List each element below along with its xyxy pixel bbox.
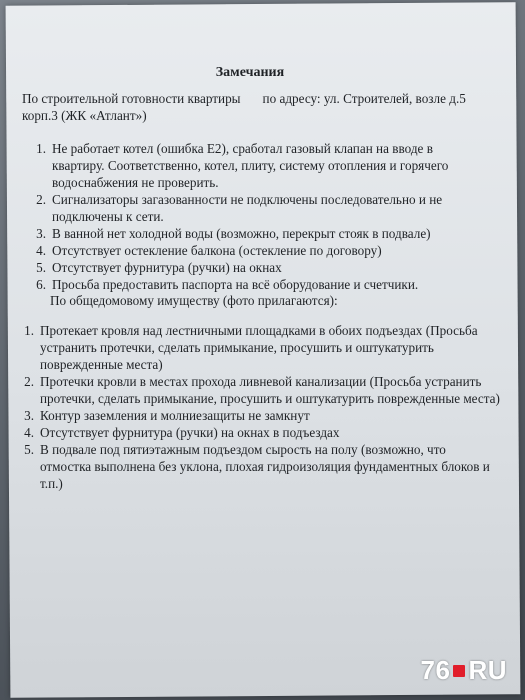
list-item — [36, 191, 484, 225]
watermark-logo — [421, 655, 507, 686]
intro-paragraph — [22, 90, 497, 124]
list-item — [36, 225, 484, 242]
item-text: Отсутствует фурнитура (ручки) на окнах — [52, 260, 282, 275]
common-property-remarks-list — [24, 322, 500, 492]
item-number: 5. — [24, 442, 34, 457]
item-text: В подвале под пятиэтажным подъездом сырость на полу (возможно, что отмостка выполнена без уклона, плохая гидроизоляция фундаментных блоков и т.п.) — [40, 442, 490, 491]
list-item — [36, 140, 484, 191]
intro-part-1: По строительной готовности квартиры — [22, 91, 241, 106]
item-number: 3. — [24, 408, 34, 423]
item-number: 4. — [36, 243, 46, 258]
item-number: 3. — [36, 226, 46, 241]
item-number: 1. — [24, 323, 34, 338]
item-number: 4. — [24, 425, 34, 440]
item-text: Не работает котел (ошибка Е2), сработал газовый клапан на вводе в квартиру. Соответственно, котел, плиту, систему отопления и горячего водоснабжения не проверить. — [52, 141, 449, 190]
list-item — [24, 322, 500, 373]
item-text: Протечки кровли в местах прохода ливневой канализации (Просьба устранить протечки, сделать примыкание, просушить и оштукатурить поврежденные места) — [40, 374, 500, 406]
list-item — [24, 407, 500, 424]
list-item — [24, 373, 500, 407]
list-item — [24, 441, 500, 492]
item-number: 5. — [36, 260, 46, 275]
item-text: В ванной нет холодной воды (возможно, перекрыт стояк в подвале) — [52, 226, 431, 241]
watermark-dot-icon — [453, 665, 465, 677]
watermark-number: 76 — [420, 655, 451, 685]
list-item — [36, 242, 484, 259]
document-title: Замечания — [215, 65, 285, 80]
item-number: 2. — [24, 374, 34, 389]
list-item — [24, 424, 500, 441]
item-text: Отсутствует остекление балкона (остекление по договору) — [52, 243, 382, 258]
common-property-heading: По общедомовому имуществу (фото прилагаются): — [50, 293, 338, 308]
item-text: Отсутствует фурнитура (ручки) на окнах в подъездах — [40, 425, 340, 440]
apartment-remarks-list — [36, 140, 484, 293]
item-number: 6. — [36, 277, 46, 292]
item-text: Контур заземления и молниезащиты не замкнут — [40, 408, 310, 423]
item-number: 2. — [36, 192, 46, 207]
item-text: Просьба предоставить паспорта на всё оборудование и счетчики. — [52, 277, 419, 292]
watermark-suffix: RU — [468, 655, 507, 685]
item-number: 1. — [36, 141, 46, 156]
item-text: Протекает кровля над лестничными площадками в обоих подъездах (Просьба устранить протечки, сделать примыкание, просушить и оштукатурить поврежденные места) — [40, 323, 478, 372]
list-item — [36, 276, 484, 293]
list-item — [36, 259, 484, 276]
intro-part-2: по адресу: ул. Строителей, возле д.5 корп.3 (ЖК «Атлант») — [22, 91, 466, 123]
item-text: Сигнализаторы загазованности не подключены последовательно и не подключены к сети. — [52, 192, 443, 224]
